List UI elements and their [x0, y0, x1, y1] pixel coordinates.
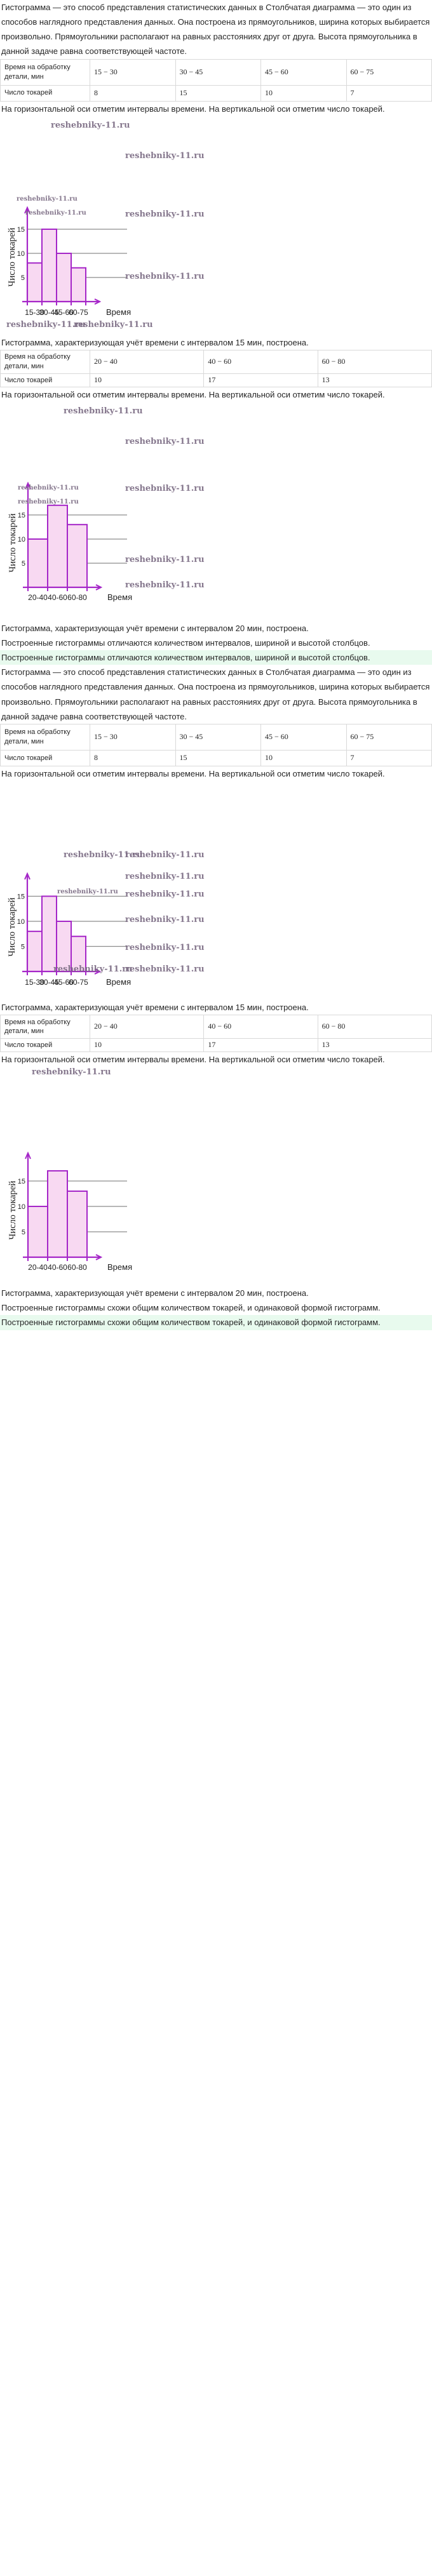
- x-category-label: 60-75: [69, 977, 88, 987]
- y-tick-label: 15: [17, 511, 25, 519]
- table-row-label-count: Число токарей: [1, 85, 90, 101]
- watermark: reshebniky-11.ru: [18, 484, 79, 491]
- table-row-label-count: Число токарей: [1, 1039, 90, 1052]
- caption-15: Гистограмма, характеризующая учёт времени с интервалом 15 мин, построена.: [1, 1002, 309, 1012]
- x-category-label: 60-80: [67, 1263, 87, 1272]
- y-axis-label: Число токарей: [7, 897, 17, 957]
- histogram-20: [0, 1067, 432, 1286]
- similarity-answer: Построенные гистограммы схожи общим количеством токарей, и одинаковой формой гистограмм.: [0, 1315, 432, 1330]
- watermark: reshebniky-11.ru: [64, 850, 143, 860]
- y-tick-label: 5: [20, 943, 25, 951]
- watermark: reshebniky-11.ru: [74, 319, 153, 330]
- x-category-label: 30-45: [39, 977, 59, 987]
- table-cell-interval: 20 − 40: [90, 350, 204, 373]
- difference-note: Построенные гистограммы отличаются количеством интервалов, шириной и высотой столбцов.: [1, 638, 370, 648]
- watermark: reshebniky-11.ru: [125, 483, 205, 493]
- data-table-15: [0, 59, 432, 102]
- table-cell-interval: 40 − 60: [204, 1015, 318, 1039]
- y-tick-label: 5: [21, 559, 25, 568]
- table-cell-count: 15: [175, 85, 261, 101]
- histogram-bar: [67, 1191, 87, 1257]
- watermark: reshebniky-11.ru: [51, 120, 130, 130]
- watermark: reshebniky-11.ru: [125, 580, 205, 590]
- table-cell-interval: 20 − 40: [90, 1015, 204, 1039]
- table-cell-interval: 30 − 45: [175, 724, 261, 750]
- table-cell-interval: 60 − 75: [346, 59, 432, 85]
- x-axis-label: Время: [107, 1262, 133, 1272]
- histogram-bar: [67, 524, 87, 587]
- watermark: reshebniky-11.ru: [125, 209, 205, 219]
- watermark: reshebniky-11.ru: [125, 850, 205, 860]
- y-axis-label: Число токарей: [8, 513, 18, 573]
- table-cell-interval: 40 − 60: [204, 350, 318, 373]
- data-table-15: [0, 724, 432, 766]
- watermark: reshebniky-11.ru: [18, 498, 79, 505]
- y-tick-label: 10: [17, 918, 25, 926]
- caption-20: Гистограмма, характеризующая учёт времени с интервалом 20 мин, построена.: [1, 623, 309, 633]
- y-axis-label: Число токарей: [8, 1180, 18, 1240]
- histogram-bar: [27, 263, 42, 302]
- table-cell-count: 13: [318, 373, 431, 387]
- table-cell-interval: 45 − 60: [261, 724, 347, 750]
- table-row-label-count: Число токарей: [1, 750, 90, 766]
- y-tick-label: 10: [17, 535, 25, 544]
- axis-note: На горизонтальной оси отметим интервалы времени. На вертикальной оси отметим число токарей.: [1, 103, 385, 114]
- table-cell-count: 8: [90, 750, 176, 766]
- x-category-label: 45-60: [54, 307, 74, 317]
- y-axis-label: Число токарей: [7, 227, 17, 287]
- axis-note: На горизонтальной оси отметим интервалы времени. На вертикальной оси отметим число токарей.: [1, 1055, 385, 1064]
- watermark: reshebniky-11.ru: [125, 436, 205, 446]
- watermark: reshebniky-11.ru: [125, 889, 205, 899]
- watermark: reshebniky-11.ru: [125, 554, 205, 564]
- histogram-15-container: [0, 781, 432, 1000]
- watermark: reshebniky-11.ru: [25, 209, 86, 217]
- histogram-bar: [42, 896, 57, 971]
- table-row-label-time: Время на обработку детали, мин: [1, 350, 90, 373]
- y-tick-label: 10: [17, 250, 25, 258]
- x-category-label: 15-30: [25, 977, 44, 987]
- caption-20: Гистограмма, характеризующая учёт времени с интервалом 20 мин, построена.: [1, 1288, 309, 1298]
- table-row-label-count: Число токарей: [1, 373, 90, 387]
- y-tick-label: 15: [17, 1178, 25, 1186]
- watermark: reshebniky-11.ru: [32, 1067, 111, 1078]
- table-cell-interval: 60 − 80: [318, 350, 431, 373]
- table-cell-count: 10: [90, 1039, 204, 1052]
- watermark: reshebniky-11.ru: [125, 271, 205, 281]
- histogram-15: [0, 116, 432, 335]
- intro-paragraph: Гистограмма — это способ представления статистических данных в Столбчатая диаграмма — это один из способов наглядного представления данных. Она построена из прямоугольников, ширина которых выбирается произвольно. Прямоугольники располагают на равных расстояниях друг от друга. Высота прямоугольника в данной задаче равна соответствующей частоте.: [1, 3, 430, 57]
- watermark: reshebniky-11.ru: [6, 319, 86, 330]
- x-category-label: 20-40: [28, 592, 48, 602]
- x-category-label: 40-60: [48, 1263, 67, 1272]
- table-cell-count: 17: [204, 373, 318, 387]
- y-tick-label: 10: [17, 1203, 25, 1211]
- histogram-bar: [28, 539, 48, 587]
- y-tick-label: 5: [20, 274, 25, 282]
- data-table-20: [0, 350, 432, 387]
- watermark: reshebniky-11.ru: [125, 942, 205, 952]
- histogram-bar: [71, 267, 86, 301]
- axis-note: На горизонтальной оси отметим интервалы времени. На вертикальной оси отметим число токарей.: [1, 389, 385, 399]
- x-category-label: 20-40: [28, 1263, 48, 1272]
- watermark: reshebniky-11.ru: [125, 914, 205, 924]
- table-cell-interval: 15 − 30: [90, 59, 176, 85]
- histogram-bar: [42, 229, 57, 302]
- similarity-note: Построенные гистограммы схожи общим количеством токарей, и одинаковой формой гистограмм.: [1, 1303, 381, 1313]
- table-cell-count: 10: [261, 85, 347, 101]
- histogram-15-container: [0, 116, 432, 335]
- x-axis-label: Время: [107, 592, 133, 602]
- watermark: reshebniky-11.ru: [125, 150, 205, 161]
- table-row-label-time: Время на обработку детали, мин: [1, 59, 90, 85]
- table-row-label-time: Время на обработку детали, мин: [1, 1015, 90, 1039]
- x-axis-label: Время: [106, 977, 132, 987]
- difference-answer: Построенные гистограммы отличаются количеством интервалов, шириной и высотой столбцов.: [0, 650, 432, 665]
- table-cell-count: 17: [204, 1039, 318, 1052]
- table-cell-count: 15: [175, 750, 261, 766]
- y-tick-label: 15: [17, 225, 25, 234]
- table-cell-count: 7: [346, 85, 432, 101]
- table-cell-interval: 15 − 30: [90, 724, 176, 750]
- table-row-label-time: Время на обработку детали, мин: [1, 724, 90, 750]
- table-cell-interval: 60 − 75: [346, 724, 432, 750]
- x-category-label: 15-30: [25, 307, 44, 317]
- watermark: reshebniky-11.ru: [17, 195, 78, 203]
- table-cell-interval: 45 − 60: [261, 59, 347, 85]
- x-axis-label: Время: [106, 307, 132, 317]
- x-category-label: 30-45: [39, 307, 59, 317]
- watermark: reshebniky-11.ru: [64, 406, 143, 416]
- watermark: reshebniky-11.ru: [57, 888, 118, 895]
- histogram-20-container: [0, 402, 432, 621]
- intro-paragraph: Гистограмма — это способ представления статистических данных в Столбчатая диаграмма — это один из способов наглядного представления данных. Она построена из прямоугольников, ширина которых выбирается произвольно. Прямоугольники располагают на равных расстояниях друг от друга. Высота прямоугольника в данной задаче равна соответствующей частоте.: [1, 667, 430, 721]
- watermark: reshebniky-11.ru: [53, 964, 133, 974]
- watermark: reshebniky-11.ru: [125, 964, 205, 974]
- histogram-20: [0, 402, 432, 621]
- table-cell-interval: 60 − 80: [318, 1015, 431, 1039]
- table-cell-interval: 30 − 45: [175, 59, 261, 85]
- table-cell-count: 8: [90, 85, 176, 101]
- table-cell-count: 10: [90, 373, 204, 387]
- x-category-label: 60-75: [69, 307, 88, 317]
- histogram-bar: [48, 1171, 67, 1257]
- histogram-bar: [28, 1206, 48, 1257]
- y-tick-label: 15: [17, 893, 25, 901]
- axis-note: На горизонтальной оси отметим интервалы времени. На вертикальной оси отметим число токарей.: [1, 768, 385, 778]
- table-cell-count: 7: [346, 750, 432, 766]
- table-cell-count: 10: [261, 750, 347, 766]
- histogram-bar: [27, 931, 42, 971]
- data-table-20: [0, 1015, 432, 1052]
- x-category-label: 45-60: [54, 977, 74, 987]
- histogram-20-container: [0, 1067, 432, 1286]
- histogram-bar: [57, 253, 71, 302]
- x-category-label: 40-60: [48, 592, 67, 602]
- watermark: reshebniky-11.ru: [125, 871, 205, 881]
- y-tick-label: 5: [21, 1229, 25, 1237]
- histogram-bar: [48, 505, 67, 587]
- caption-15: Гистограмма, характеризующая учёт времени с интервалом 15 мин, построена.: [1, 337, 309, 347]
- table-cell-count: 13: [318, 1039, 431, 1052]
- x-category-label: 60-80: [67, 592, 87, 602]
